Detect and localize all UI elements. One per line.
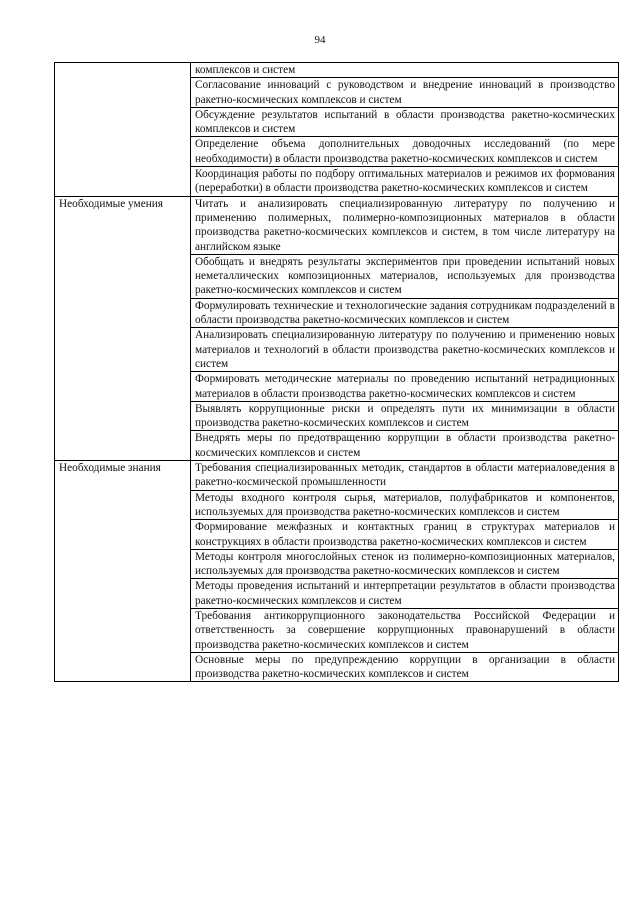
description-cell: Координация работы по подбору оптимальных материалов и режимов их формования (переработки) в области производства ракетно-космических комплексов и систем: [191, 167, 619, 197]
description-cell: Обобщать и внедрять результаты экспериментов при проведении испытаний новых неметаллических композиционных материалов, используемых для производства ракетно-космических комплексов и систем: [191, 254, 619, 298]
description-cell: Определение объема дополнительных доводочных исследований (по мере необходимости) в области производства ракетно-космических комплексов и систем: [191, 137, 619, 167]
competency-table: [54, 62, 619, 682]
description-cell: Формулировать технические и технологические задания сотрудникам подразделений в области производства ракетно-космических комплексов и систем: [191, 298, 619, 328]
description-cell: Выявлять коррупционные риски и определять пути их минимизации в области производства ракетно-космических комплексов и систем: [191, 401, 619, 431]
section-label: Необходимые умения: [55, 196, 191, 460]
table-row: [55, 63, 619, 78]
description-cell: Формировать методические материалы по проведению испытаний нетрадиционных материалов в области производства ракетно-космических комплексов и систем: [191, 372, 619, 402]
table-row: [55, 461, 619, 491]
description-cell: Методы проведения испытаний и интерпретации результатов в области производства ракетно-космических комплексов и систем: [191, 579, 619, 609]
description-cell: Внедрять меры по предотвращению коррупции в области производства ракетно-космических комплексов и систем: [191, 431, 619, 461]
description-cell: Требования антикоррупционного законодательства Российской Федерации и ответственность за совершение коррупционных правонарушений в области производства ракетно-космических комплексов и систем: [191, 608, 619, 652]
table-row: [55, 196, 619, 254]
page-number: 94: [314, 34, 326, 46]
section-label: Необходимые знания: [55, 461, 191, 682]
section-label: [55, 63, 191, 197]
description-cell: Методы входного контроля сырья, материалов, полуфабрикатов и компонентов, используемых для производства ракетно-космических комплексов и систем: [191, 490, 619, 520]
description-cell: Основные меры по предупреждению коррупции в организации в области производства ракетно-космических комплексов и систем: [191, 652, 619, 682]
description-cell: Согласование инноваций с руководством и внедрение инноваций в производство ракетно-космических комплексов и систем: [191, 78, 619, 108]
description-cell: Обсуждение результатов испытаний в области производства ракетно-космических комплексов и систем: [191, 107, 619, 137]
description-cell: Методы контроля многослойных стенок из полимерно-композиционных материалов, используемых для производства ракетно-космических комплексов и систем: [191, 549, 619, 579]
description-cell: Требования специализированных методик, стандартов в области материаловедения в ракетно-космической промышленности: [191, 461, 619, 491]
description-cell: Читать и анализировать специализированную литературу по получению и применению полимерных, полимерно-композиционных материалов в области производства ракетно-космических комплексов и систем, в том числе литературу на английском языке: [191, 196, 619, 254]
description-cell: Анализировать специализированную литературу по получению и применению новых материалов и технологий в области производства ракетно-космических комплексов и систем: [191, 328, 619, 372]
description-cell: Формирование межфазных и контактных границ в структурах материалов и конструкциях в области производства ракетно-космических комплексов и систем: [191, 520, 619, 550]
description-cell: комплексов и систем: [191, 63, 619, 78]
